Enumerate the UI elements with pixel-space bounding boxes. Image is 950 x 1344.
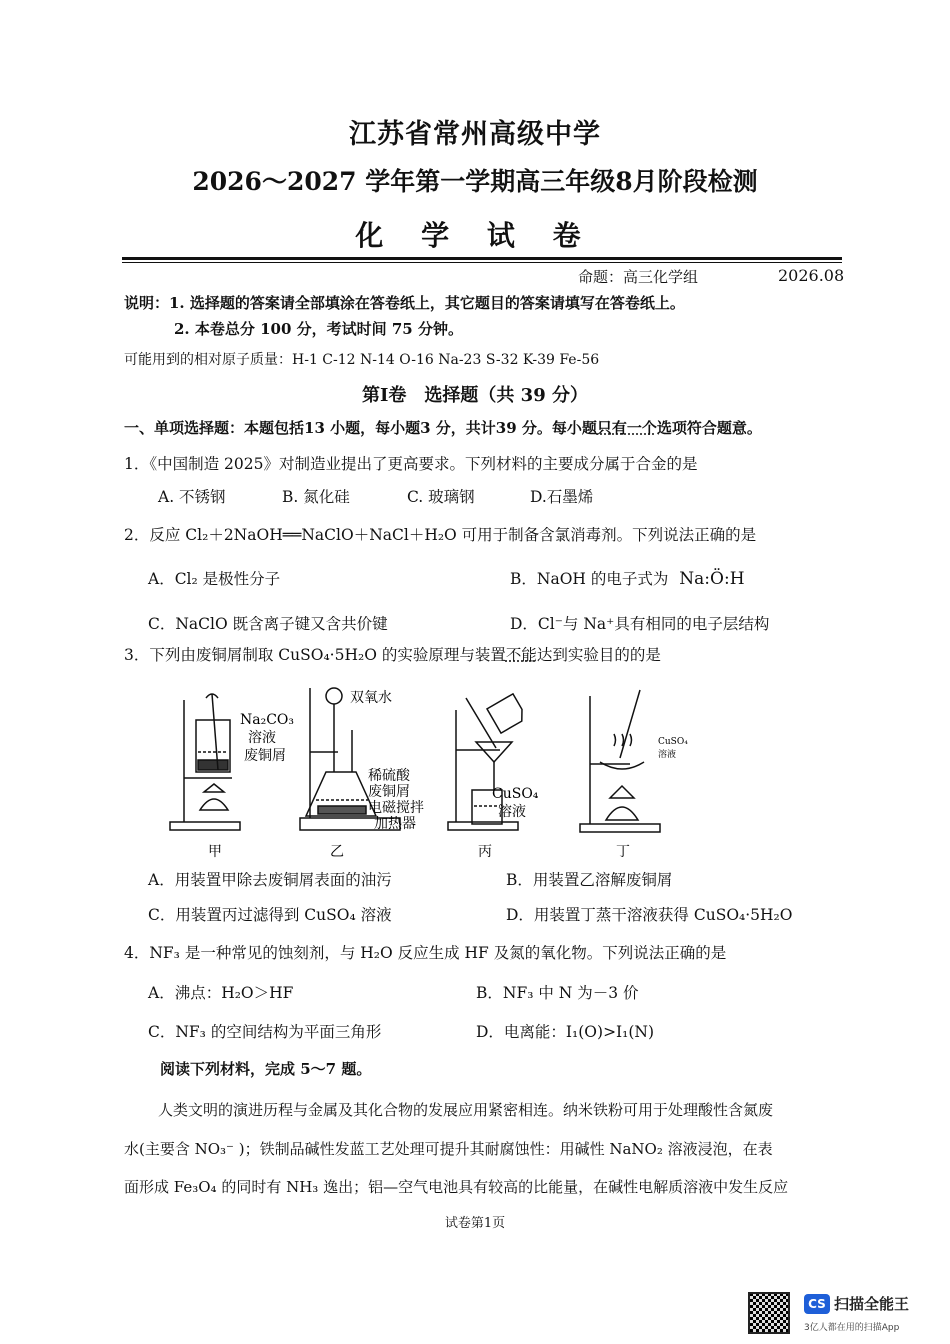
yi-funnel	[326, 688, 342, 704]
reading-paragraph-line-1: 人类文明的演进历程与金属及其化合物的发展应用紧密相连。纳米铁粉可用于处理酸性含氮废	[158, 1101, 774, 1119]
exam-author: 命题：高三化学组	[578, 268, 699, 286]
q1-option-c: C. 玻璃钢	[407, 488, 475, 506]
atomic-masses: 可能用到的相对原子质量：H-1 C-12 N-14 O-16 Na-23 S-32 K-39 Fe-56	[124, 352, 600, 368]
reading-paragraph-line-3: 面形成 Fe₃O₄ 的同时有 NH₃ 逸出；铝—空气电池具有较高的比能量，在碱性电解质溶液中发生反应	[124, 1178, 789, 1196]
exam-date: 2026.08	[778, 266, 845, 285]
part-prefix: 一、单项选择题：本题包括13 小题，每小题3 分，共计39 分。每小题	[124, 419, 597, 437]
school-name: 江苏省常州高级中学	[349, 119, 601, 150]
scanner-app-name: 扫描全能王	[834, 1295, 910, 1313]
fig-yi-label-2: 废铜屑	[368, 784, 410, 800]
fig-caption-ding: 丁	[616, 844, 630, 860]
bing-pour-beaker	[487, 694, 527, 733]
fig-caption-yi: 乙	[330, 844, 344, 860]
q3-stem-emphasis: 不能	[505, 646, 537, 664]
q4-option-d: D．电离能：I₁(O)>I₁(N)	[476, 1023, 655, 1041]
q4-option-c: C．NF₃ 的空间结构为平面三角形	[148, 1023, 382, 1041]
q1-option-d: D.石墨烯	[530, 488, 594, 506]
q2-option-d: D．Cl⁻与 Na⁺具有相同的电子层结构	[510, 615, 770, 633]
q3-option-d: D．用装置丁蒸干溶液获得 CuSO₄·5H₂O	[506, 906, 793, 924]
ding-evaporating-dish	[600, 762, 644, 769]
fig-caption-bing: 丙	[478, 844, 492, 860]
fig-ding-label-1: CuSO₄	[658, 737, 688, 747]
scanner-app-tagline: 3亿人都在用的扫描App	[804, 1323, 900, 1333]
instruction-line-1: 说明：1. 选择题的答案请全部填涂在答卷纸上，其它题目的答案请填写在答卷纸上。	[124, 294, 685, 312]
jia-lamp	[200, 784, 228, 810]
fig-jia-label-1: Na₂CO₃	[240, 712, 295, 728]
q2-electron-formula: Na:Ö:H	[679, 569, 745, 589]
q4-option-a: A．沸点：H₂O＞HF	[148, 984, 294, 1002]
q1-option-b: B. 氮化硅	[282, 488, 350, 506]
jia-stand-base	[170, 822, 240, 830]
q3-stem	[124, 643, 661, 665]
header-rule-thin	[122, 262, 842, 263]
jia-copper-scraps	[198, 760, 228, 770]
q1-option-a: A. 不锈钢	[158, 488, 226, 506]
header-rule-thick	[122, 257, 842, 260]
cs-logo: CS	[804, 1294, 830, 1314]
fig-bing-label-2: 溶液	[498, 804, 526, 820]
q3-option-b: B．用装置乙溶解废铜屑	[506, 871, 673, 889]
scanner-watermark	[748, 1290, 918, 1338]
reading-intro: 阅读下列材料，完成 5～7 题。	[160, 1060, 372, 1078]
q1-stem: 1．《中国制造 2025》对制造业提出了更高要求。下列材料的主要成分属于合金的是	[124, 455, 698, 473]
exam-title: 2026～2027 学年第一学期高三年级8月阶段检测	[192, 167, 758, 196]
ding-lamp	[606, 786, 638, 820]
part-instructions	[124, 417, 762, 438]
subject-title: 化 学 试 卷	[355, 219, 595, 252]
fig-bing-label-1: CuSO₄	[492, 786, 539, 802]
q4-option-b: B．NF₃ 中 N 为－3 价	[476, 984, 639, 1002]
fig-jia-label-2: 溶液	[248, 730, 276, 746]
fig-yi-label-0: 双氧水	[350, 690, 392, 706]
instruction-line-2: 2. 本卷总分 100 分，考试时间 75 分钟。	[174, 320, 463, 338]
q2-option-b-text: B．NaOH 的电子式为	[510, 570, 669, 588]
fig-yi-label-3: 电磁搅拌	[368, 800, 424, 816]
q3-apparatus-figure	[160, 680, 688, 860]
fig-caption-jia: 甲	[208, 844, 222, 860]
q3-option-c: C．用装置丙过滤得到 CuSO₄ 溶液	[148, 906, 392, 924]
q2-option-a: A．Cl₂ 是极性分子	[148, 570, 281, 588]
q4-stem: 4．NF₃ 是一种常见的蚀刻剂，与 H₂O 反应生成 HF 及氮的氧化物。下列说法正确的是	[124, 944, 727, 962]
section-title: 第Ⅰ卷 选择题（共 39 分）	[361, 385, 588, 406]
q2-stem: 2．反应 Cl₂＋2NaOH══NaClO＋NaCl＋H₂O 可用于制备含氯消毒剂。下列说法正确的是	[124, 526, 757, 544]
fig-jia-label-3: 废铜屑	[244, 748, 286, 764]
fig-yi-label-4: 加热器	[374, 816, 416, 832]
q2-option-c: C．NaClO 既含离子键又含共价键	[148, 615, 388, 633]
part-emphasis: 只有一个	[596, 419, 657, 437]
q2-option-b	[510, 567, 745, 589]
q3-stem-pre: 3．下列由废铜屑制取 CuSO₄·5H₂O 的实验原理与装置	[124, 646, 506, 664]
q3-stem-post: 达到实验目的的是	[536, 646, 661, 664]
qr-code-icon	[748, 1292, 790, 1334]
fig-ding-label-2: 溶液	[658, 750, 677, 760]
fig-yi-label-1: 稀硫酸	[368, 768, 410, 784]
q3-option-a: A．用装置甲除去废铜屑表面的油污	[148, 871, 392, 889]
page-footer: 试卷第1页	[444, 1216, 506, 1231]
reading-paragraph-line-2: 水(主要含 NO₃⁻ )；铁制品碱性发蓝工艺处理可提升其耐腐蚀性：用碱性 NaNO₂ 溶液浸泡，在表	[124, 1140, 773, 1158]
part-suffix: 选项符合题意。	[656, 419, 762, 437]
